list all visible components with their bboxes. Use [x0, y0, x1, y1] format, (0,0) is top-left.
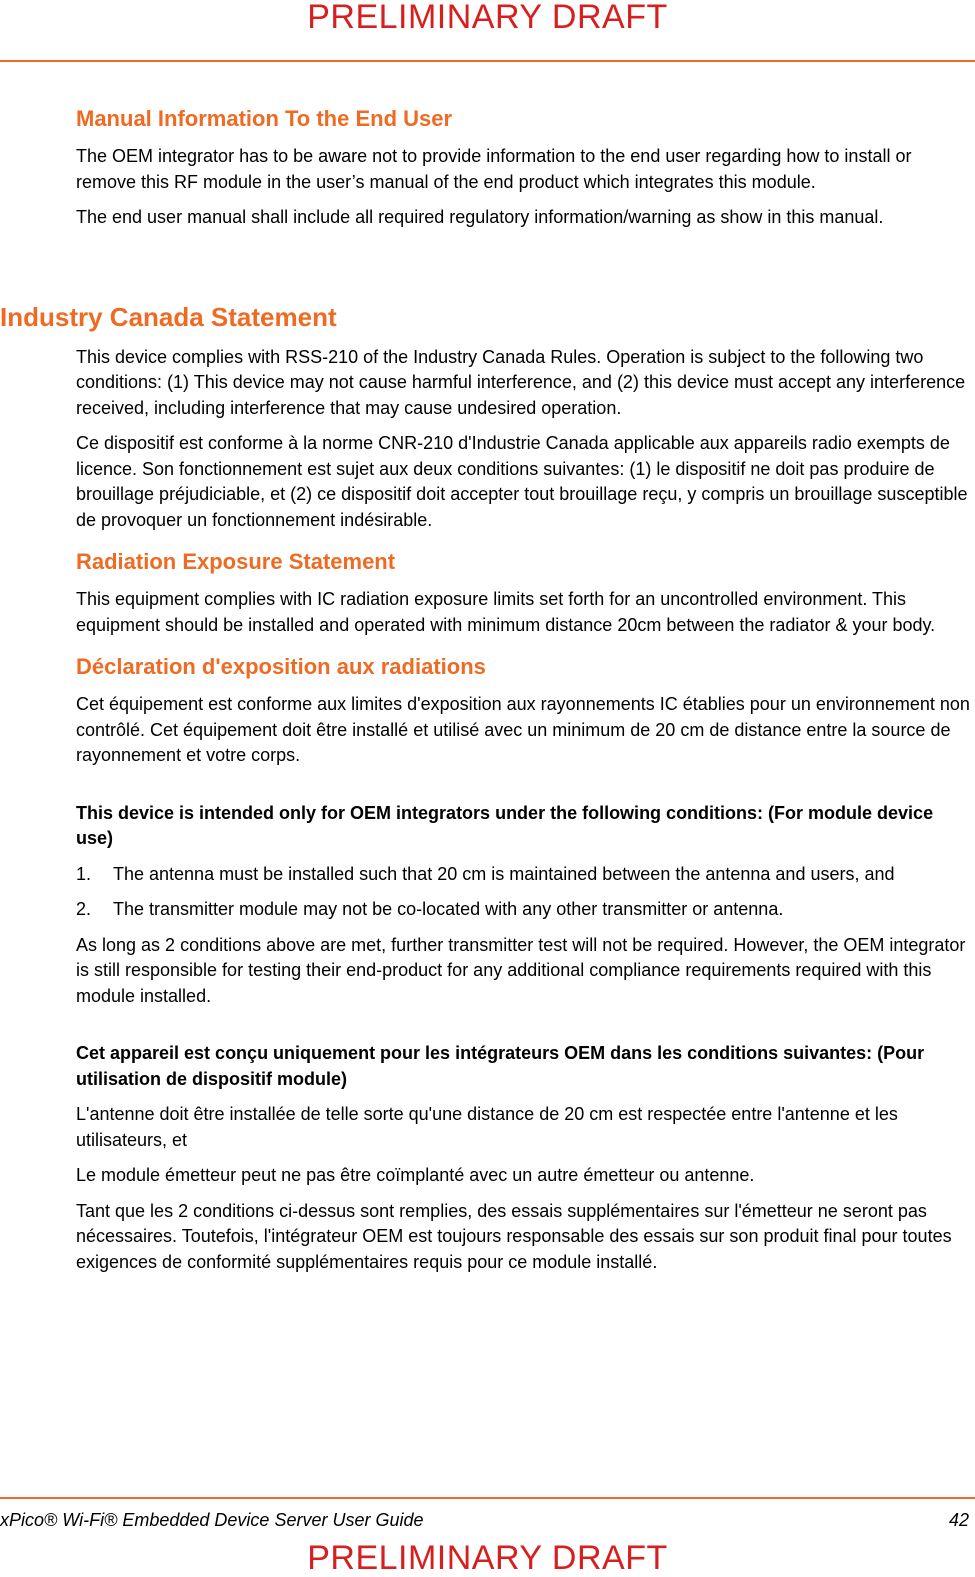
list-item: [76, 862, 971, 888]
heading-declaration-exposition: Déclaration d'exposition aux radiations: [76, 654, 486, 679]
list-text: The transmitter module may not be co-located with any other transmitter or antenna.: [113, 899, 784, 919]
paragraph: L'antenne doit être installée de telle sorte qu'une distance de 20 cm est respectée entre l'antenne et les utilisateurs, et: [76, 1104, 898, 1150]
list-number: 1.: [76, 863, 92, 884]
page-content: [0, 104, 971, 1285]
list-number: 2.: [76, 899, 92, 919]
paragraph: Cet équipement est conforme aux limites d'exposition aux rayonnements IC établies pour un environnement non contrôlé. Cet équipement doit être installé et utilisé avec un minimum de 20 cm de distance entre la source de rayonnement et votre corps.: [76, 694, 970, 765]
paragraph: The OEM integrator has to be aware not to provide information to the end user regarding how to install or remove this RF module in the user’s manual of the end product which integrates this module.: [76, 146, 912, 192]
list-item: [76, 897, 971, 923]
paragraph: This equipment complies with IC radiation exposure limits set forth for an uncontrolled environment. This equipment should be installed and operated with minimum distance 20cm between the radiator & your body.: [76, 589, 936, 635]
header-rule: [0, 60, 975, 62]
watermark-top: PRELIMINARY DRAFT: [307, 0, 668, 36]
list-text: The antenna must be installed such that 20 cm is maintained between the antenna and users, and: [113, 863, 895, 884]
watermark-bottom: PRELIMINARY DRAFT: [307, 1539, 668, 1577]
paragraph: As long as 2 conditions above are met, further transmitter test will not be required. However, the OEM integrator is still responsible for testing their end-product for any additional compliance requirements required with this module installed.: [76, 934, 966, 1006]
paragraph: This device complies with RSS-210 of the Industry Canada Rules. Operation is subject to the following two conditions: (1) This device may not cause harmful interference, and (2) this device must accept any interference received, including interference that may cause undesired operation.: [76, 346, 966, 418]
paragraph: The end user manual shall include all required regulatory information/warning as show in this manual.: [76, 207, 884, 227]
footer-rule: [0, 1497, 975, 1499]
footer-document-title: xPico® Wi-Fi® Embedded Device Server User Guide: [0, 1510, 424, 1530]
spacer: [76, 1019, 971, 1041]
oem-conditions-intro-fr: Cet appareil est conçu uniquement pour les intégrateurs OEM dans les conditions suivantes: (Pour utilisation de dispositif module): [76, 1043, 925, 1089]
paragraph: Tant que les 2 conditions ci-dessus sont remplies, des essais supplémentaires sur l'émetteur ne seront pas nécessaires. Toutefois, l'intégrateur OEM est toujours responsable des essais sur son produit final pour toutes exigences de conformité supplémentaires requis pour ce module installé.: [76, 1200, 952, 1272]
heading-radiation-exposure: Radiation Exposure Statement: [76, 549, 396, 574]
oem-conditions-intro: This device is intended only for OEM integrators under the following conditions: (For module device use): [76, 802, 934, 848]
heading-industry-canada: Industry Canada Statement: [0, 301, 337, 332]
oem-conditions-list: [76, 862, 971, 923]
footer-page-number: 42: [948, 1510, 969, 1530]
paragraph: Le module émetteur peut ne pas être coïmplanté avec un autre émetteur ou antenne.: [76, 1165, 755, 1185]
heading-manual-info: Manual Information To the End User: [76, 106, 453, 131]
paragraph: Ce dispositif est conforme à la norme CNR-210 d'Industrie Canada applicable aux appareils radio exempts de licence. Son fonctionnement est sujet aux deux conditions suivantes: (1) le dispositif ne doit pas produire de brouillage préjudiciable, et (2) ce dispositif doit accepter tout brouillage reçu, y compris un brouillage susceptible de provoquer un fonctionnement indésirable.: [76, 433, 968, 530]
spacer: [76, 241, 971, 301]
spacer: [76, 779, 971, 801]
